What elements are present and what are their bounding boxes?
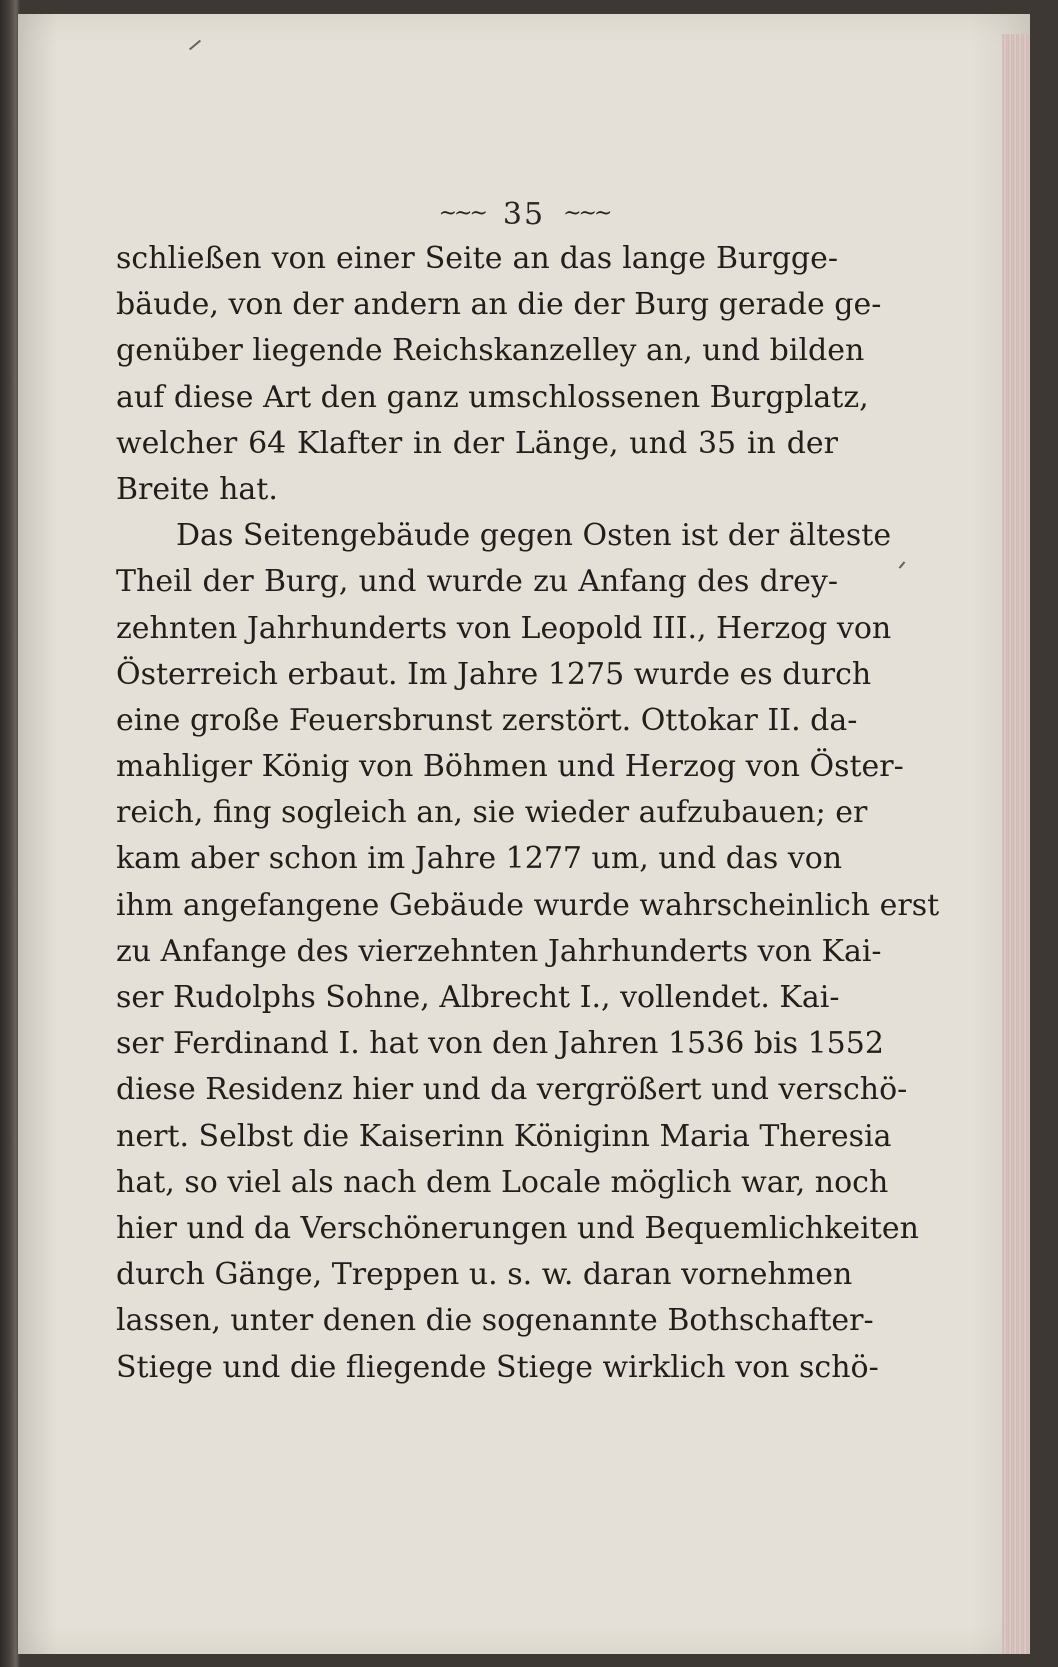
pencil-mark	[899, 561, 906, 568]
page-edge	[1002, 34, 1030, 1654]
page-number: 35	[502, 197, 546, 232]
text-line: auf diese Art den ganz umschlossenen Burgplatz,	[116, 379, 869, 415]
text-line: Breite hat.	[116, 471, 278, 507]
text-line: hier und da Verschönerungen und Bequemlichkeiten	[116, 1210, 919, 1246]
text-line: diese Residenz hier und da vergrößert und verschö-	[116, 1072, 908, 1108]
text-line: genüber liegende Reichskanzelley an, und bilden	[116, 333, 865, 369]
text-line: ser Rudolphs Sohne, Albrecht I., vollendet. Kai-	[116, 980, 840, 1015]
text-line: lassen, unter denen die sogenannte Bothschafter-	[116, 1303, 874, 1339]
text-line: durch Gänge, Treppen u. s. w. daran vornehmen	[116, 1257, 853, 1293]
text-line: Stiege und die fliegende Stiege wirklich von schö-	[116, 1349, 879, 1385]
text-line: mahliger König von Böhmen und Herzog von Öster-	[116, 749, 904, 785]
text-line: hat, so viel als nach dem Locale möglich war, noch	[116, 1164, 889, 1200]
text-line: kam aber schon im Jahre 1277 um, und das von	[116, 841, 843, 877]
text-line: zu Anfange des vierzehnten Jahrhunderts von Kai-	[116, 933, 882, 969]
text-line: welcher 64 Klafter in der Länge, und 35 in der	[116, 425, 838, 461]
ornament-left: ~~~	[438, 201, 485, 226]
book-page	[18, 14, 1030, 1654]
text-line: zehnten Jahrhunderts von Leopold III., Herzog von	[116, 610, 892, 646]
text-line: ihm angefangene Gebäude wurde wahrscheinlich erst	[116, 887, 940, 923]
page-header	[18, 197, 1030, 232]
text-line: Das Seitengebäude gegen Osten ist der älteste	[176, 518, 892, 554]
text-line: schließen von einer Seite an das lange Burgge-	[116, 241, 838, 276]
text-line: Österreich erbaut. Im Jahre 1275 wurde es durch	[116, 656, 872, 692]
text-line: eine große Feuersbrunst zerstört. Ottokar II. da-	[116, 702, 858, 738]
body-text	[116, 236, 940, 1391]
text-line: reich, fing sogleich an, sie wieder aufzubauen; er	[116, 795, 868, 831]
pencil-mark	[189, 40, 201, 51]
text-line: nert. Selbst die Kaiserinn Königinn Maria Theresia	[116, 1118, 892, 1154]
text-line: bäude, von der andern an die der Burg gerade ge-	[116, 287, 882, 323]
ornament-right: ~~~	[563, 201, 610, 226]
text-line: Theil der Burg, und wurde zu Anfang des drey-	[116, 564, 838, 600]
text-line: ser Ferdinand I. hat von den Jahren 1536 bis 1552	[116, 1026, 884, 1062]
